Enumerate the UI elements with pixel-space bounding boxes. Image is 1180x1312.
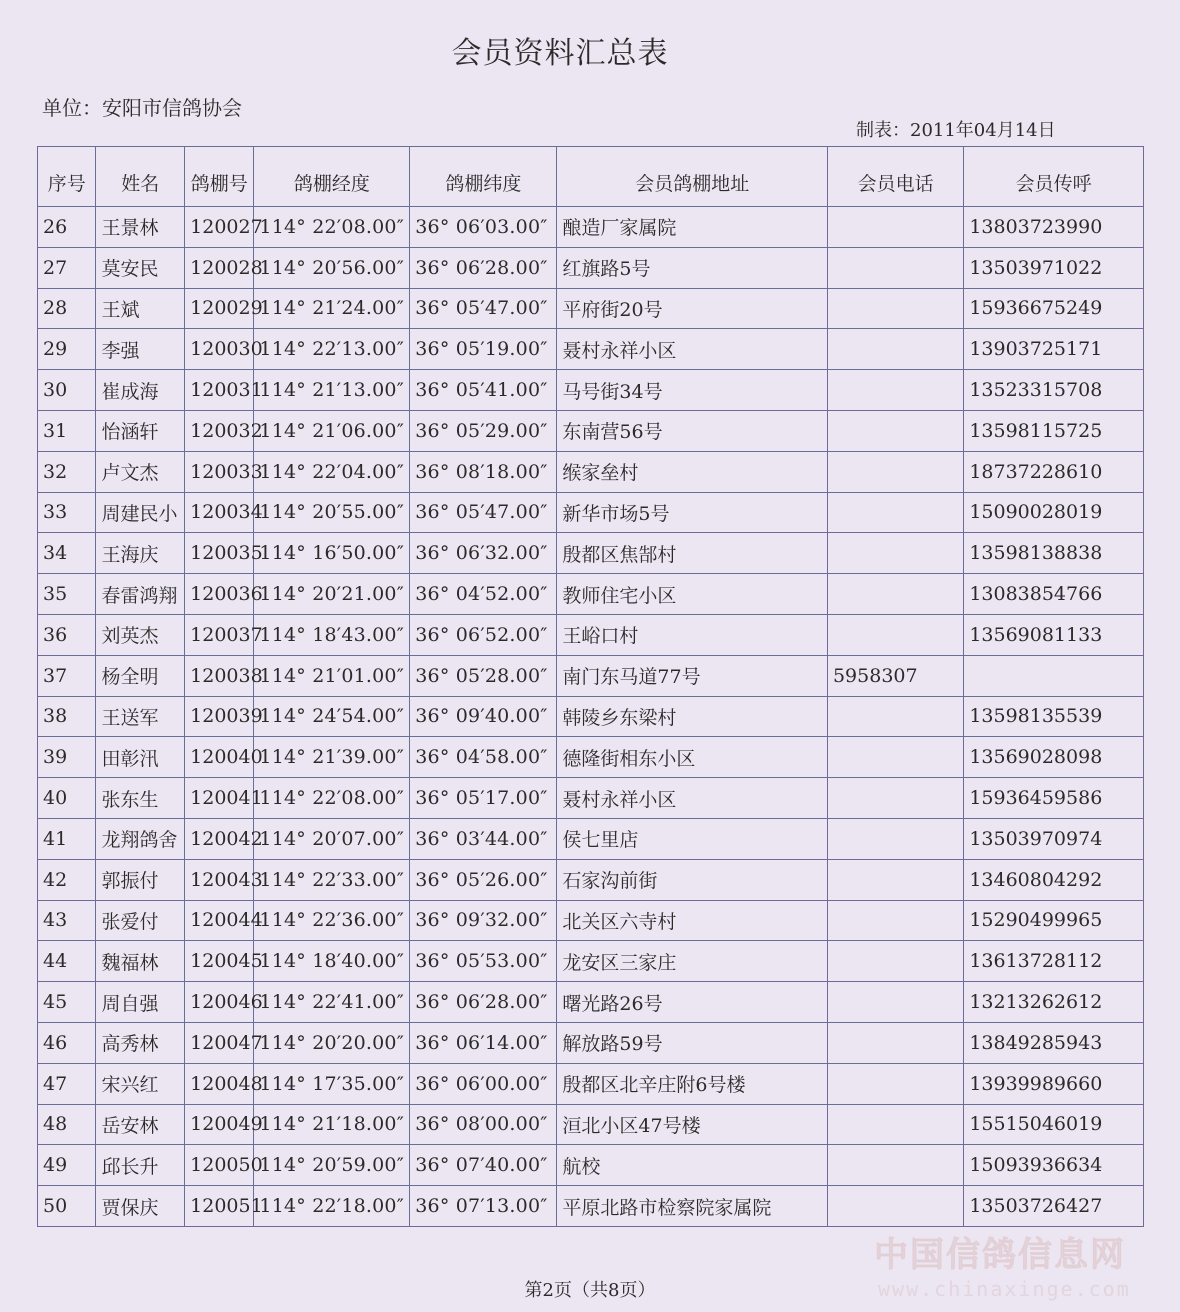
cell-loft-number: 120037 <box>185 614 254 655</box>
table-row <box>38 941 1144 982</box>
cell-loft-number: 120046 <box>185 982 254 1023</box>
cell-phone <box>827 1104 963 1145</box>
cell-latitude: 36° 05′47.00″ <box>410 288 557 329</box>
cell-longitude: 114° 22′13.00″ <box>254 329 410 370</box>
cell-pager: 13803723990 <box>964 207 1144 248</box>
cell-longitude: 114° 22′41.00″ <box>254 982 410 1023</box>
cell-address: 殷都区焦郜村 <box>557 533 828 574</box>
cell-phone <box>827 737 963 778</box>
cell-pager <box>964 655 1144 696</box>
cell-pager: 15936459586 <box>964 778 1144 819</box>
cell-address: 石家沟前街 <box>557 859 828 900</box>
cell-no: 32 <box>38 451 96 492</box>
cell-latitude: 36° 07′13.00″ <box>410 1186 557 1227</box>
cell-pager: 13503970974 <box>964 818 1144 859</box>
table-row <box>38 288 1144 329</box>
table-row <box>38 207 1144 248</box>
cell-pager: 18737228610 <box>964 451 1144 492</box>
cell-pager: 13939989660 <box>964 1063 1144 1104</box>
cell-phone <box>827 329 963 370</box>
column-header-name: 姓名 <box>96 147 185 207</box>
table-row <box>38 818 1144 859</box>
cell-name: 邱长升 <box>96 1145 185 1186</box>
cell-pager: 13083854766 <box>964 574 1144 615</box>
cell-pager: 13503971022 <box>964 247 1144 288</box>
site-watermark <box>872 1230 1162 1310</box>
cell-address: 航校 <box>557 1145 828 1186</box>
table-row <box>38 370 1144 411</box>
cell-no: 44 <box>38 941 96 982</box>
cell-longitude: 114° 16′50.00″ <box>254 533 410 574</box>
cell-longitude: 114° 20′56.00″ <box>254 247 410 288</box>
cell-address: 平原北路市检察院家属院 <box>557 1186 828 1227</box>
made-date: 制表：2011年04月14日 <box>856 120 1056 141</box>
cell-longitude: 114° 20′20.00″ <box>254 1022 410 1063</box>
cell-pager: 15936675249 <box>964 288 1144 329</box>
cell-phone <box>827 818 963 859</box>
cell-loft-number: 120031 <box>185 370 254 411</box>
cell-pager: 13598138838 <box>964 533 1144 574</box>
cell-name: 春雷鸿翔 <box>96 574 185 615</box>
cell-loft-number: 120036 <box>185 574 254 615</box>
cell-loft-number: 120032 <box>185 410 254 451</box>
column-header-longitude: 鸽棚经度 <box>254 147 410 207</box>
cell-pager: 15093936634 <box>964 1145 1144 1186</box>
table-row <box>38 737 1144 778</box>
cell-latitude: 36° 05′19.00″ <box>410 329 557 370</box>
cell-phone <box>827 1022 963 1063</box>
table-row <box>38 778 1144 819</box>
table-body <box>38 207 1144 1227</box>
cell-no: 35 <box>38 574 96 615</box>
cell-pager: 13523315708 <box>964 370 1144 411</box>
cell-name: 怡涵轩 <box>96 410 185 451</box>
cell-pager: 13598115725 <box>964 410 1144 451</box>
cell-phone <box>827 1145 963 1186</box>
cell-no: 40 <box>38 778 96 819</box>
cell-latitude: 36° 05′47.00″ <box>410 492 557 533</box>
cell-latitude: 36° 06′28.00″ <box>410 247 557 288</box>
cell-no: 48 <box>38 1104 96 1145</box>
table-row <box>38 696 1144 737</box>
cell-latitude: 36° 06′03.00″ <box>410 207 557 248</box>
watermark-url: www.chinaxinge.com <box>878 1277 1131 1301</box>
column-header-pager: 会员传呼 <box>964 147 1144 207</box>
cell-phone <box>827 859 963 900</box>
cell-phone <box>827 370 963 411</box>
cell-latitude: 36° 09′40.00″ <box>410 696 557 737</box>
cell-longitude: 114° 21′24.00″ <box>254 288 410 329</box>
cell-address: 聂村永祥小区 <box>557 778 828 819</box>
organization-unit: 单位：安阳市信鸽协会 <box>42 96 242 120</box>
cell-loft-number: 120041 <box>185 778 254 819</box>
cell-loft-number: 120043 <box>185 859 254 900</box>
watermark-logo-icon <box>872 1230 1162 1310</box>
cell-name: 刘英杰 <box>96 614 185 655</box>
cell-name: 王斌 <box>96 288 185 329</box>
column-header-phone: 会员电话 <box>827 147 963 207</box>
cell-name: 田彰汛 <box>96 737 185 778</box>
cell-longitude: 114° 21′06.00″ <box>254 410 410 451</box>
cell-address: 德隆街相东小区 <box>557 737 828 778</box>
cell-no: 38 <box>38 696 96 737</box>
cell-name: 杨全明 <box>96 655 185 696</box>
cell-loft-number: 120042 <box>185 818 254 859</box>
cell-loft-number: 120039 <box>185 696 254 737</box>
cell-phone <box>827 1186 963 1227</box>
cell-phone <box>827 247 963 288</box>
cell-latitude: 36° 08′00.00″ <box>410 1104 557 1145</box>
cell-loft-number: 120027 <box>185 207 254 248</box>
cell-address: 洹北小区47号楼 <box>557 1104 828 1145</box>
cell-no: 42 <box>38 859 96 900</box>
table-row <box>38 1104 1144 1145</box>
cell-name: 宋兴红 <box>96 1063 185 1104</box>
table-row <box>38 1186 1144 1227</box>
cell-longitude: 114° 22′08.00″ <box>254 207 410 248</box>
cell-address: 教师住宅小区 <box>557 574 828 615</box>
cell-longitude: 114° 21′18.00″ <box>254 1104 410 1145</box>
cell-phone <box>827 614 963 655</box>
cell-longitude: 114° 21′01.00″ <box>254 655 410 696</box>
table-row <box>38 982 1144 1023</box>
cell-address: 王峪口村 <box>557 614 828 655</box>
table-row <box>38 329 1144 370</box>
cell-longitude: 114° 20′21.00″ <box>254 574 410 615</box>
cell-latitude: 36° 05′29.00″ <box>410 410 557 451</box>
cell-address: 红旗路5号 <box>557 247 828 288</box>
cell-longitude: 114° 21′39.00″ <box>254 737 410 778</box>
cell-name: 周建民小 <box>96 492 185 533</box>
cell-address: 缑家垒村 <box>557 451 828 492</box>
cell-address: 韩陵乡东梁村 <box>557 696 828 737</box>
cell-loft-number: 120033 <box>185 451 254 492</box>
cell-pager: 13849285943 <box>964 1022 1144 1063</box>
cell-latitude: 36° 04′58.00″ <box>410 737 557 778</box>
cell-loft-number: 120047 <box>185 1022 254 1063</box>
cell-phone <box>827 696 963 737</box>
cell-longitude: 114° 22′08.00″ <box>254 778 410 819</box>
table-row <box>38 900 1144 941</box>
cell-pager: 13569081133 <box>964 614 1144 655</box>
cell-address: 侯七里店 <box>557 818 828 859</box>
table-row <box>38 247 1144 288</box>
cell-name: 郭振付 <box>96 859 185 900</box>
cell-latitude: 36° 06′00.00″ <box>410 1063 557 1104</box>
cell-pager: 15090028019 <box>964 492 1144 533</box>
cell-address: 解放路59号 <box>557 1022 828 1063</box>
cell-latitude: 36° 04′52.00″ <box>410 574 557 615</box>
member-summary-table <box>37 146 1144 1227</box>
cell-latitude: 36° 03′44.00″ <box>410 818 557 859</box>
cell-longitude: 114° 24′54.00″ <box>254 696 410 737</box>
cell-phone <box>827 574 963 615</box>
cell-name: 岳安林 <box>96 1104 185 1145</box>
cell-latitude: 36° 07′40.00″ <box>410 1145 557 1186</box>
cell-phone <box>827 900 963 941</box>
cell-name: 高秀林 <box>96 1022 185 1063</box>
table-row <box>38 1063 1144 1104</box>
cell-no: 28 <box>38 288 96 329</box>
cell-no: 34 <box>38 533 96 574</box>
cell-longitude: 114° 21′13.00″ <box>254 370 410 411</box>
watermark-title: 中国信鸽信息网 <box>874 1235 1126 1275</box>
cell-loft-number: 120044 <box>185 900 254 941</box>
cell-no: 43 <box>38 900 96 941</box>
cell-loft-number: 120049 <box>185 1104 254 1145</box>
cell-phone <box>827 451 963 492</box>
cell-loft-number: 120048 <box>185 1063 254 1104</box>
cell-pager: 13503726427 <box>964 1186 1144 1227</box>
cell-longitude: 114° 20′55.00″ <box>254 492 410 533</box>
cell-latitude: 36° 05′17.00″ <box>410 778 557 819</box>
cell-phone <box>827 410 963 451</box>
cell-longitude: 114° 18′43.00″ <box>254 614 410 655</box>
table-row <box>38 1145 1144 1186</box>
table-row <box>38 1022 1144 1063</box>
cell-name: 周自强 <box>96 982 185 1023</box>
cell-no: 30 <box>38 370 96 411</box>
cell-latitude: 36° 05′41.00″ <box>410 370 557 411</box>
cell-pager: 15515046019 <box>964 1104 1144 1145</box>
cell-longitude: 114° 22′18.00″ <box>254 1186 410 1227</box>
cell-loft-number: 120029 <box>185 288 254 329</box>
cell-phone: 5958307 <box>827 655 963 696</box>
cell-name: 王景林 <box>96 207 185 248</box>
cell-no: 49 <box>38 1145 96 1186</box>
cell-longitude: 114° 22′36.00″ <box>254 900 410 941</box>
cell-latitude: 36° 06′28.00″ <box>410 982 557 1023</box>
cell-loft-number: 120051 <box>185 1186 254 1227</box>
table-row <box>38 451 1144 492</box>
cell-no: 37 <box>38 655 96 696</box>
cell-no: 39 <box>38 737 96 778</box>
cell-no: 36 <box>38 614 96 655</box>
cell-address: 马号街34号 <box>557 370 828 411</box>
cell-phone <box>827 533 963 574</box>
cell-address: 聂村永祥小区 <box>557 329 828 370</box>
cell-address: 殷都区北辛庄附6号楼 <box>557 1063 828 1104</box>
cell-longitude: 114° 20′07.00″ <box>254 818 410 859</box>
cell-address: 酿造厂家属院 <box>557 207 828 248</box>
cell-no: 50 <box>38 1186 96 1227</box>
cell-phone <box>827 982 963 1023</box>
cell-longitude: 114° 18′40.00″ <box>254 941 410 982</box>
cell-phone <box>827 941 963 982</box>
cell-latitude: 36° 06′14.00″ <box>410 1022 557 1063</box>
table-row <box>38 574 1144 615</box>
table-header-row <box>38 147 1144 207</box>
column-header-address: 会员鸽棚地址 <box>557 147 828 207</box>
cell-pager: 13569028098 <box>964 737 1144 778</box>
cell-pager: 15290499965 <box>964 900 1144 941</box>
cell-phone <box>827 207 963 248</box>
cell-loft-number: 120038 <box>185 655 254 696</box>
page-title: 会员资料汇总表 <box>451 36 669 71</box>
cell-name: 王海庆 <box>96 533 185 574</box>
cell-address: 新华市场5号 <box>557 492 828 533</box>
cell-no: 47 <box>38 1063 96 1104</box>
cell-loft-number: 120040 <box>185 737 254 778</box>
table-row <box>38 655 1144 696</box>
cell-name: 张东生 <box>96 778 185 819</box>
cell-no: 26 <box>38 207 96 248</box>
table-row <box>38 859 1144 900</box>
cell-name: 卢文杰 <box>96 451 185 492</box>
table-row <box>38 492 1144 533</box>
cell-no: 45 <box>38 982 96 1023</box>
cell-longitude: 114° 17′35.00″ <box>254 1063 410 1104</box>
cell-name: 龙翔鸽舍 <box>96 818 185 859</box>
cell-name: 王送军 <box>96 696 185 737</box>
cell-pager: 13613728112 <box>964 941 1144 982</box>
cell-address: 龙安区三家庄 <box>557 941 828 982</box>
cell-phone <box>827 288 963 329</box>
cell-phone <box>827 1063 963 1104</box>
table-row <box>38 533 1144 574</box>
cell-loft-number: 120050 <box>185 1145 254 1186</box>
cell-latitude: 36° 05′26.00″ <box>410 859 557 900</box>
cell-name: 魏福林 <box>96 941 185 982</box>
column-header-loft-number: 鸽棚号 <box>185 147 254 207</box>
table-row <box>38 410 1144 451</box>
cell-name: 崔成海 <box>96 370 185 411</box>
cell-no: 46 <box>38 1022 96 1063</box>
page-footer: 第2页（共8页） <box>524 1280 656 1301</box>
cell-pager: 13213262612 <box>964 982 1144 1023</box>
column-header-latitude: 鸽棚纬度 <box>410 147 557 207</box>
cell-longitude: 114° 22′04.00″ <box>254 451 410 492</box>
column-header-no: 序号 <box>38 147 96 207</box>
cell-no: 33 <box>38 492 96 533</box>
cell-pager: 13460804292 <box>964 859 1144 900</box>
cell-loft-number: 120034 <box>185 492 254 533</box>
cell-address: 东南营56号 <box>557 410 828 451</box>
cell-latitude: 36° 05′53.00″ <box>410 941 557 982</box>
cell-latitude: 36° 05′28.00″ <box>410 655 557 696</box>
cell-longitude: 114° 22′33.00″ <box>254 859 410 900</box>
cell-no: 41 <box>38 818 96 859</box>
cell-latitude: 36° 06′32.00″ <box>410 533 557 574</box>
cell-phone <box>827 492 963 533</box>
cell-no: 31 <box>38 410 96 451</box>
cell-loft-number: 120030 <box>185 329 254 370</box>
cell-name: 李强 <box>96 329 185 370</box>
cell-latitude: 36° 09′32.00″ <box>410 900 557 941</box>
cell-latitude: 36° 08′18.00″ <box>410 451 557 492</box>
cell-no: 29 <box>38 329 96 370</box>
cell-address: 南门东马道77号 <box>557 655 828 696</box>
cell-name: 贾保庆 <box>96 1186 185 1227</box>
cell-pager: 13598135539 <box>964 696 1144 737</box>
cell-no: 27 <box>38 247 96 288</box>
cell-latitude: 36° 06′52.00″ <box>410 614 557 655</box>
cell-phone <box>827 778 963 819</box>
table-row <box>38 614 1144 655</box>
cell-name: 张爱付 <box>96 900 185 941</box>
cell-pager: 13903725171 <box>964 329 1144 370</box>
cell-address: 北关区六寺村 <box>557 900 828 941</box>
cell-address: 平府街20号 <box>557 288 828 329</box>
cell-loft-number: 120035 <box>185 533 254 574</box>
cell-address: 曙光路26号 <box>557 982 828 1023</box>
cell-longitude: 114° 20′59.00″ <box>254 1145 410 1186</box>
cell-loft-number: 120028 <box>185 247 254 288</box>
cell-loft-number: 120045 <box>185 941 254 982</box>
cell-name: 莫安民 <box>96 247 185 288</box>
